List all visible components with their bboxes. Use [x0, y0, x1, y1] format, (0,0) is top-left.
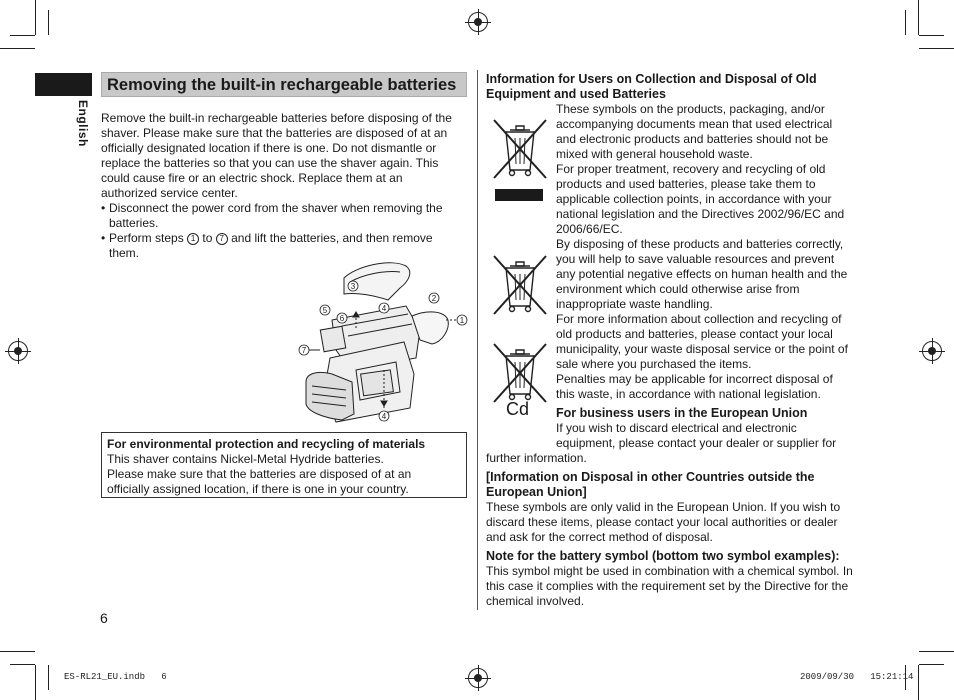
crop-mark	[919, 35, 944, 36]
text-line: environment which could otherwise arise from	[556, 282, 800, 296]
text-line: Information for Users on Collection and Disposal of Old	[486, 72, 817, 86]
registration-mark-icon	[468, 668, 488, 688]
step-label-4-bottom: 4	[381, 412, 387, 421]
text-line: officially assigned location, if there is one in your country.	[107, 482, 409, 496]
text-line: any potential negative effects on human health and the	[556, 267, 848, 281]
step-label-6: 6	[339, 314, 345, 323]
text-line: For more information about collection and recycling of	[556, 312, 842, 326]
text-line: national legislation and the Directives 2002/96/EC and	[556, 207, 845, 221]
step-label-3: 3	[350, 282, 356, 291]
text-line: this case it complies with the requirement set by the Directive for the	[486, 579, 849, 593]
crop-mark	[0, 651, 35, 652]
step-text: Perform steps	[109, 231, 184, 245]
text-line: this waste, in accordance with national legislation.	[556, 387, 821, 401]
text-line: authorized service center.	[101, 186, 238, 200]
text-line: discard these items, please contact your local authorities or dealer	[486, 515, 838, 529]
disposal-info-title	[486, 72, 854, 102]
page-number: 6	[100, 610, 108, 626]
step-label-2: 2	[431, 294, 437, 303]
crop-mark	[10, 664, 35, 665]
language-tab	[35, 73, 92, 96]
text-line: them.	[109, 246, 140, 260]
text-line: These symbols are only valid in the European Union. If you wish to	[486, 500, 841, 514]
text-line: chemical involved.	[486, 594, 585, 608]
text-line: If you wish to discard electrical and electronic	[556, 421, 797, 435]
step-label-7: 7	[301, 346, 307, 355]
step-number-circle: 7	[216, 233, 228, 245]
black-bar-icon	[495, 189, 543, 201]
text-line: For proper treatment, recovery and recycling of old	[556, 162, 826, 176]
environment-notice-box	[101, 432, 467, 498]
section-heading	[101, 72, 467, 97]
crossed-bin-icon	[490, 116, 550, 182]
column-divider	[477, 70, 478, 610]
text-line: These symbols on the products, packaging, and/or	[556, 102, 825, 116]
text-line: mixed with general household waste.	[556, 147, 753, 161]
text-line: [Information on Disposal in other Countries outside the	[486, 470, 815, 484]
text-line: 2006/66/EC.	[556, 222, 623, 236]
bullet-mark: •	[101, 231, 106, 245]
text-line: equipment, please contact your dealer or supplier for	[556, 436, 837, 450]
text-line: Equipment and used Batteries	[486, 87, 666, 101]
text-line: could cause fire or an electric shock. Replace them at an	[101, 171, 403, 185]
crop-mark	[35, 0, 36, 35]
text-line: you will help to save valuable resources and prevent	[556, 252, 835, 266]
shaver-disassembly-illustration	[296, 258, 472, 428]
registration-mark-icon	[468, 12, 488, 32]
text-line: Disconnect the power cord from the shaver when removing the	[109, 201, 443, 215]
text-line: Penalties may be applicable for incorrect disposal of	[556, 372, 833, 386]
step-text: to	[202, 231, 213, 245]
chemical-symbol: Cd	[506, 399, 530, 419]
text-line: shaver. Please make sure that the batteries are disposed of at an	[101, 126, 448, 140]
crossed-bin-icon	[490, 340, 550, 406]
footer-file-name: ES-RL21_EU.indb 6	[64, 672, 167, 682]
crop-mark	[905, 10, 906, 35]
language-label: English	[76, 100, 90, 147]
crop-mark	[48, 10, 49, 35]
crop-mark	[35, 665, 36, 700]
step-text: and lift the batteries, and then remove	[231, 231, 433, 245]
text-line: Please make sure that the batteries are disposed of at an	[107, 467, 412, 481]
crop-mark	[919, 651, 954, 652]
step-label-5: 5	[322, 306, 328, 315]
text-line: sale where you purchased the items.	[556, 357, 752, 371]
step-number-circle: 1	[187, 233, 199, 245]
bullet-mark: •	[101, 201, 106, 215]
text-line: By disposing of these products and batteries correctly,	[556, 237, 844, 251]
bullet-item	[101, 201, 471, 231]
text-line: old products and batteries, please contact your local	[556, 327, 833, 341]
text-line: European Union]	[486, 485, 587, 499]
text-line: further information.	[486, 451, 587, 465]
business-title: For business users in the European Union	[556, 406, 808, 420]
business-section	[486, 406, 858, 466]
footer-datetime: 2009/09/30 15:21:14	[800, 672, 914, 682]
crop-mark	[918, 0, 919, 35]
crop-mark	[918, 665, 919, 700]
crop-mark	[919, 48, 954, 49]
step-label-4: 4	[381, 304, 387, 313]
outside-eu-section	[486, 470, 858, 545]
registration-mark-icon	[8, 341, 28, 361]
text-line: batteries.	[109, 216, 159, 230]
crop-mark	[10, 35, 35, 36]
crop-mark	[0, 48, 35, 49]
text-line: replace the batteries so that you can use the shaver again. This	[101, 156, 439, 170]
disposal-paragraph	[556, 102, 856, 402]
text-line: applicable collection points, in accordance with your	[556, 192, 832, 206]
text-line: and ask for the correct method of disposal.	[486, 530, 713, 544]
text-line: municipality, your waste disposal service or the point of	[556, 342, 848, 356]
step-label-1: 1	[459, 316, 465, 325]
note-title: Note for the battery symbol (bottom two symbol examples):	[486, 549, 840, 563]
registration-mark-icon	[922, 341, 942, 361]
section-heading-text: Removing the built-in rechargeable batteries	[107, 76, 457, 94]
crop-mark	[919, 664, 944, 665]
box-title: For environmental protection and recycling of materials	[107, 437, 426, 451]
text-line: This shaver contains Nickel-Metal Hydride batteries.	[107, 452, 384, 466]
text-line	[109, 231, 433, 246]
intro-paragraph	[101, 111, 471, 261]
bullet-item	[101, 231, 471, 261]
text-line: Remove the built-in rechargeable batteries before disposing of the	[101, 111, 452, 125]
crossed-bin-icon	[490, 252, 550, 318]
text-line: and electronic products and batteries should not be	[556, 132, 829, 146]
text-line: officially designated location if there is one. Do not dismantle or	[101, 141, 437, 155]
battery-note-section	[486, 549, 858, 609]
text-line: accompanying documents mean that used electrical	[556, 117, 833, 131]
text-line: products and used batteries, please take them to	[556, 177, 816, 191]
text-line: inappropriate waste handling.	[556, 297, 713, 311]
crop-mark	[48, 665, 49, 690]
text-line: This symbol might be used in combination with a chemical symbol. In	[486, 564, 853, 578]
